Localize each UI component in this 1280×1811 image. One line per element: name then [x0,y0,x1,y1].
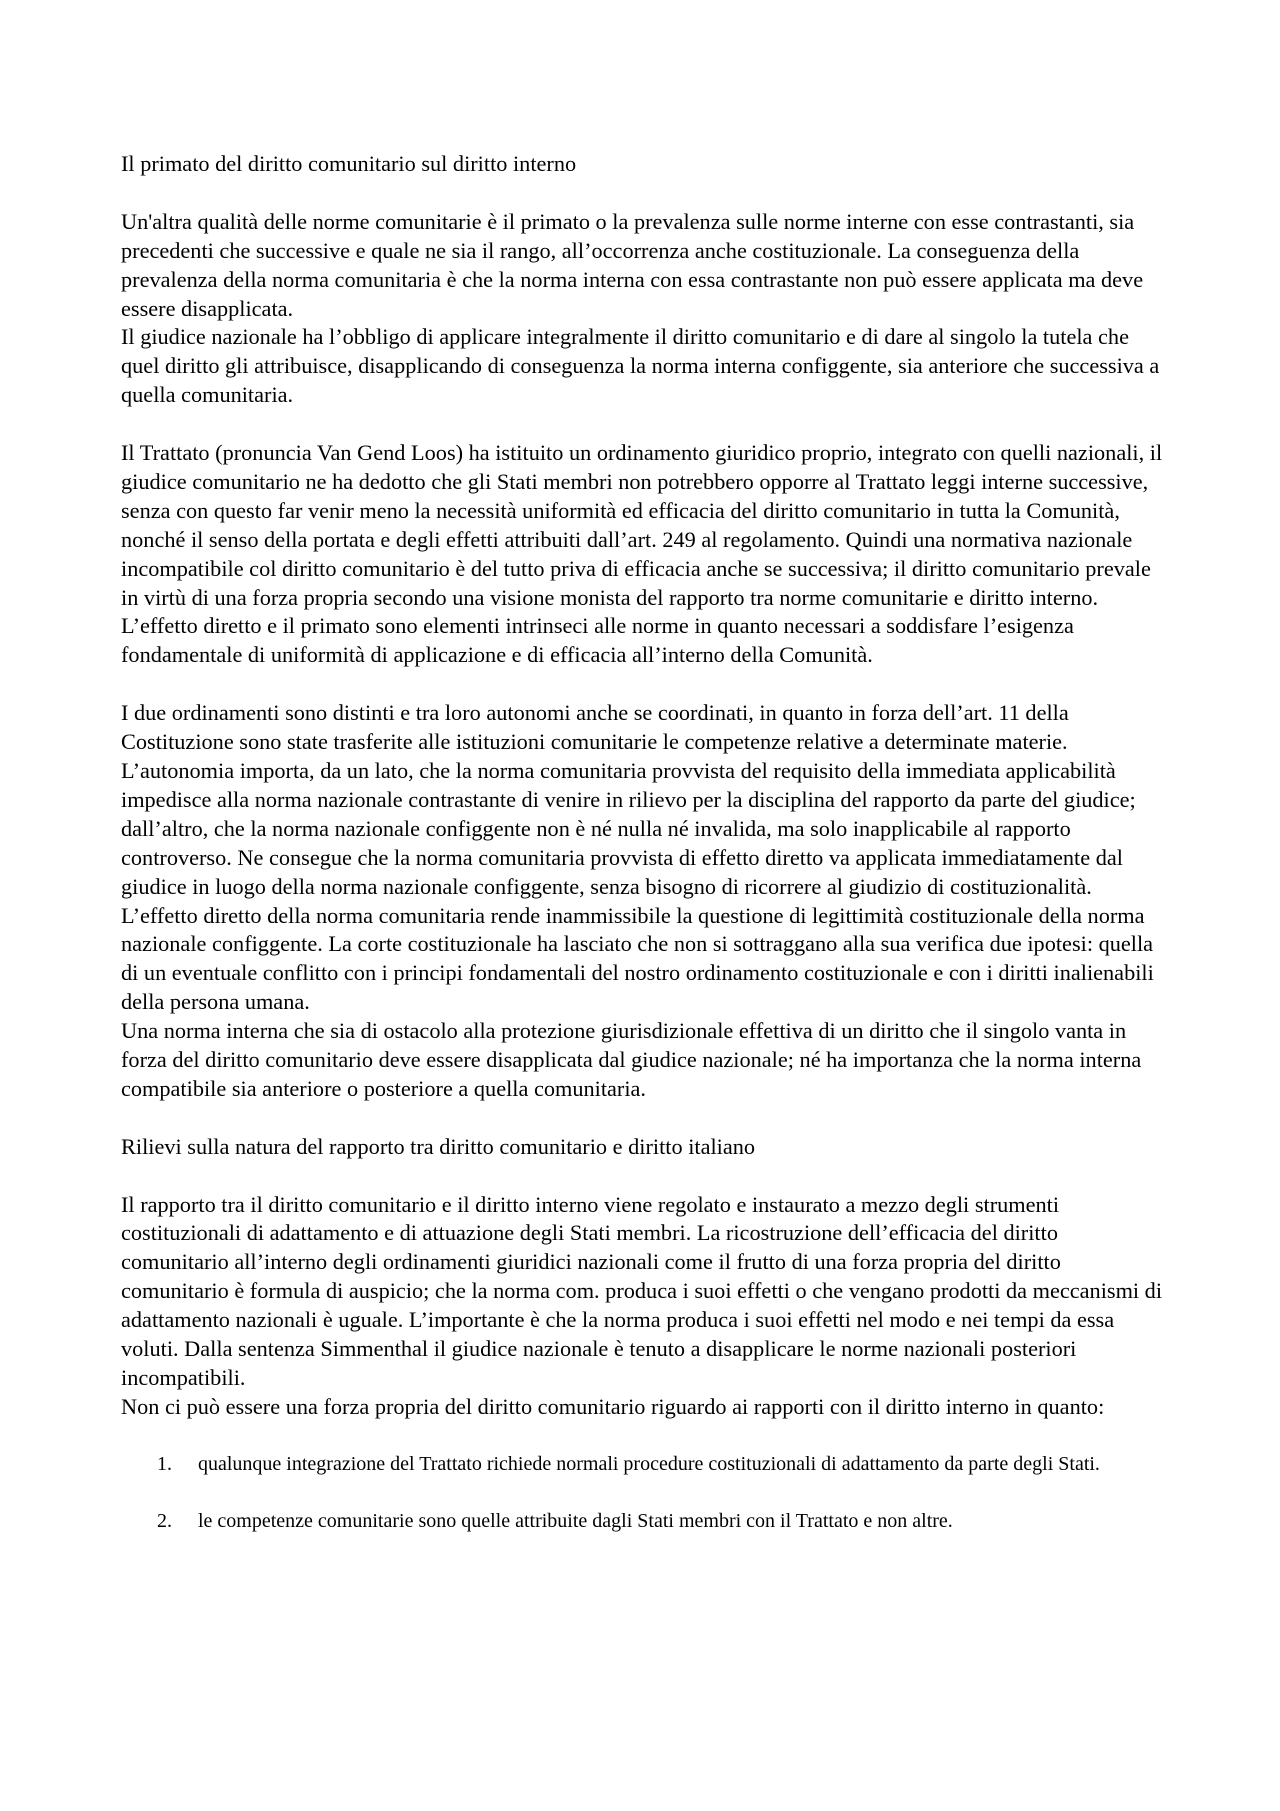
paragraph: Una norma interna che sia di ostacolo alla protezione giurisdizionale effettiva di un diritto che il singolo vanta in forza del diritto comunitario deve essere disapplicata dal giudice nazionale; né ha importanza che la norma interna compatibile sia anteriore o posteriore a quella comunitaria. [121,1018,1142,1101]
section-heading-primato: Il primato del diritto comunitario sul diritto interno [121,151,577,176]
section-heading-rilievi: Rilievi sulla natura del rapporto tra diritto comunitario e diritto italiano [121,1133,756,1159]
document-body [121,150,1166,1564]
list-item-text: qualunque integrazione del Trattato richiede normali procedure costituzionali di adattamento da parte degli Stati. [198,1452,1100,1475]
numbered-list [121,1450,1166,1536]
list-item [121,1507,1166,1536]
paragraph: Il Trattato (pronuncia Van Gend Loos) ha istituito un ordinamento giuridico proprio, integrato con quelli nazionali, il giudice comunitario ne ha dedotto che gli Stati membri non potrebbero opporre al Trattato leggi interne successive, senza con questo far venir meno la necessità uniformità ed efficacia del diritto comunitario in tutta la Comunità, nonché il senso della portata e degli effetti attribuiti dall’art. 249 al regolamento. Quindi una normativa nazionale incompatibile col diritto comunitario è del tutto priva di efficacia anche se successiva; il diritto comunitario prevale in virtù di una forza propria secondo una visione monista del rapporto tra norme comunitarie e diritto interno. [121,440,1163,610]
paragraph: Il giudice nazionale ha l’obbligo di applicare integralmente il diritto comunitario e di dare al singolo la tutela che quel diritto gli attribuisce, disapplicando di conseguenza la norma interna configgente, sia anteriore che successiva a quella comunitaria. [121,324,1160,408]
spacer [121,670,1166,699]
list-item [121,1450,1166,1479]
paragraph: L’effetto diretto e il primato sono elementi intrinseci alle norme in quanto necessari a soddisfare l’esigenza fondamentale di uniformità di applicazione e di efficacia all’interno della Comunità. [121,613,1074,668]
spacer [121,179,1166,208]
list-item-number: 2. [157,1509,172,1532]
paragraph: Non ci può essere una forza propria del diritto comunitario riguardo ai rapporti con il diritto interno in quanto: [121,1393,1105,1419]
spacer [121,1162,1166,1191]
paragraph: Un'altra qualità delle norme comunitarie è il primato o la prevalenza sulle norme interne con esse contrastanti, sia precedenti che successive e quale ne sia il rango, all’occorrenza anche costituzionale. La conseguenza della prevalenza della norma comunitaria è che la norma interna con essa contrastante non può essere applicata ma deve essere disapplicata. [121,208,1144,321]
paragraph: Il rapporto tra il diritto comunitario e il diritto interno viene regolato e instaurato a mezzo degli strumenti costituzionali di adattamento e di attuazione degli Stati membri. La ricostruzione dell’efficacia del diritto comunitario all’interno degli ordinamenti giuridici nazionali come il frutto di una forza propria del diritto comunitario è formula di auspicio; che la norma com. produca i suoi effetti o che vengano prodotti da meccanismi di adattamento nazionali è uguale. L’importante è che la norma produca i suoi effetti nel modo e nei tempi da essa voluti. Dalla sentenza Simmenthal il giudice nazionale è tenuto a disapplicare le norme nazionali posteriori incompatibili. [121,1191,1163,1390]
list-item-number: 1. [157,1452,172,1475]
paragraph: I due ordinamenti sono distinti e tra loro autonomi anche se coordinati, in quanto in forza dell’art. 11 della Costituzione sono state trasferite alle istituzioni comunitarie le competenze relative a determinate materie. L’autonomia importa, da un lato, che la norma comunitaria provvista del requisito della immediata applicabilità impedisce alla norma nazionale contrastante di venire in rilievo per la disciplina del rapporto da parte del giudice; dall’altro, che la norma nazionale configgente non è né nulla né invalida, ma solo inapplicabile al rapporto controverso. Ne consegue che la norma comunitaria provvista di effetto diretto va applicata immediatamente dal giudice in luogo della norma nazionale configgente, senza bisogno di ricorrere al giudizio di costituzionalità. L’effetto diretto della norma comunitaria rende inammissibile la questione di legittimità costituzionale della norma nazionale configgente. La corte costituzionale ha lasciato che non si sottraggano alla sua verifica due ipotesi: quella di un eventuale conflitto con i principi fondamentali del nostro ordinamento costituzionale e con i diritti inalienabili della persona umana. [121,700,1154,1015]
spacer [121,410,1166,439]
spacer [121,1104,1166,1133]
list-item-text: le competenze comunitarie sono quelle attribuite dagli Stati membri con il Trattato e non altre. [198,1509,953,1532]
